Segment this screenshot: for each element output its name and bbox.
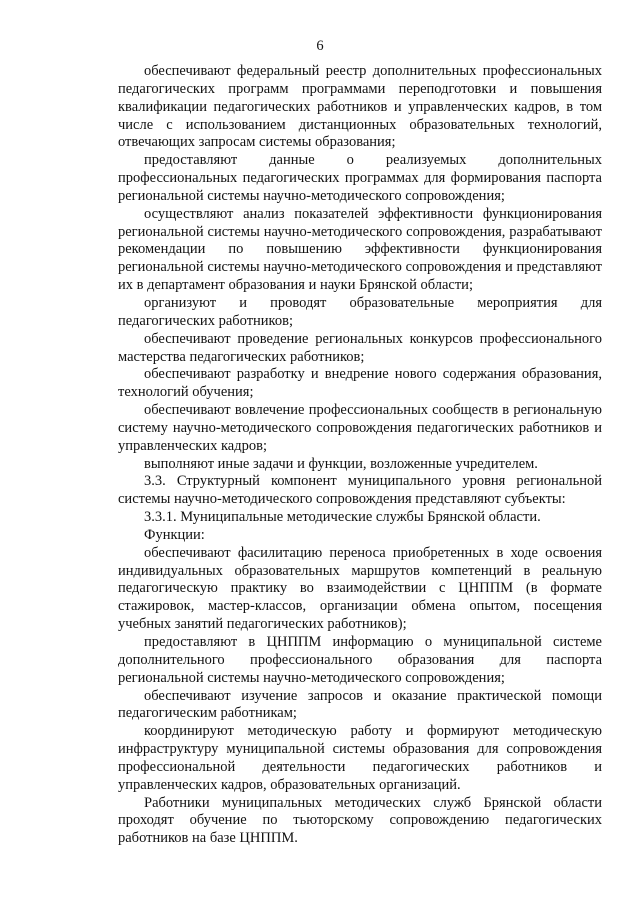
paragraph: обеспечивают проведение региональных конкурсов профессионального мастерства педагогических работников;: [118, 330, 602, 365]
paragraph: предоставляют данные о реализуемых дополнительных профессиональных педагогических программах для формирования паспорта региональной системы научно-методического сопровождения;: [118, 152, 602, 204]
page-number: 6: [316, 38, 324, 54]
paragraph: предоставляют в ЦНППМ информацию о муниципальной системе дополнительного профессионального образования для паспорта региональной системы научно-методического сопровождения;: [118, 634, 602, 686]
paragraph: обеспечивают разработку и внедрение нового содержания образования, технологий обучения;: [118, 366, 602, 401]
subsection-heading-3-3-1: 3.3.1. Муниципальные методические службы Брянской области.: [144, 509, 541, 526]
document-body: [118, 63, 602, 848]
section-heading-3-3: 3.3. Структурный компонент муниципального уровня региональной системы научно-методического сопровождения представляют субъекты:: [118, 473, 602, 508]
paragraph: обеспечивают вовлечение профессиональных сообществ в региональную систему научно-методического сопровождения педагогических работников и управленческих кадров;: [118, 402, 602, 454]
paragraph: обеспечивают федеральный реестр дополнительных профессиональных педагогических программ программами переподготовки и повышения квалификации педагогических работников и управленческих кадров, в том числе с использованием дистанционных образовательных технологий, отвечающих запросам системы образования;: [118, 63, 602, 151]
functions-label: Функции:: [144, 526, 205, 543]
paragraph: организуют и проводят образовательные мероприятия для педагогических работников;: [118, 294, 602, 329]
paragraph: выполняют иные задачи и функции, возложенные учредителем.: [144, 455, 538, 472]
paragraph: обеспечивают фасилитацию переноса приобретенных в ходе освоения индивидуальных образовательных маршрутов компетенций в реальную педагогическую практику во взаимодействии с ЦНППМ (в формате стажировок, мастер-классов, организации обмена опытом, посещения учебных занятий педагогических работников);: [118, 544, 602, 633]
paragraph: обеспечивают изучение запросов и оказание практической помощи педагогическим работникам;: [118, 687, 602, 722]
paragraph: осуществляют анализ показателей эффективности функционирования региональной системы научно-методического сопровождения, разрабатывают рекомендации по повышению эффективности функционирования региональной системы научно-методического сопровождения и представляют их в департамент образования и науки Брянской области;: [118, 205, 602, 294]
paragraph: Работники муниципальных методических служб Брянской области проходят обучение по тьюторскому сопровождению педагогических работников на базе ЦНППМ.: [118, 794, 602, 847]
paragraph: координируют методическую работу и формируют методическую инфраструктуру муниципальной системы образования для сопровождения профессиональной деятельности педагогических работников и управленческих кадров, образовательных организаций.: [118, 723, 602, 793]
